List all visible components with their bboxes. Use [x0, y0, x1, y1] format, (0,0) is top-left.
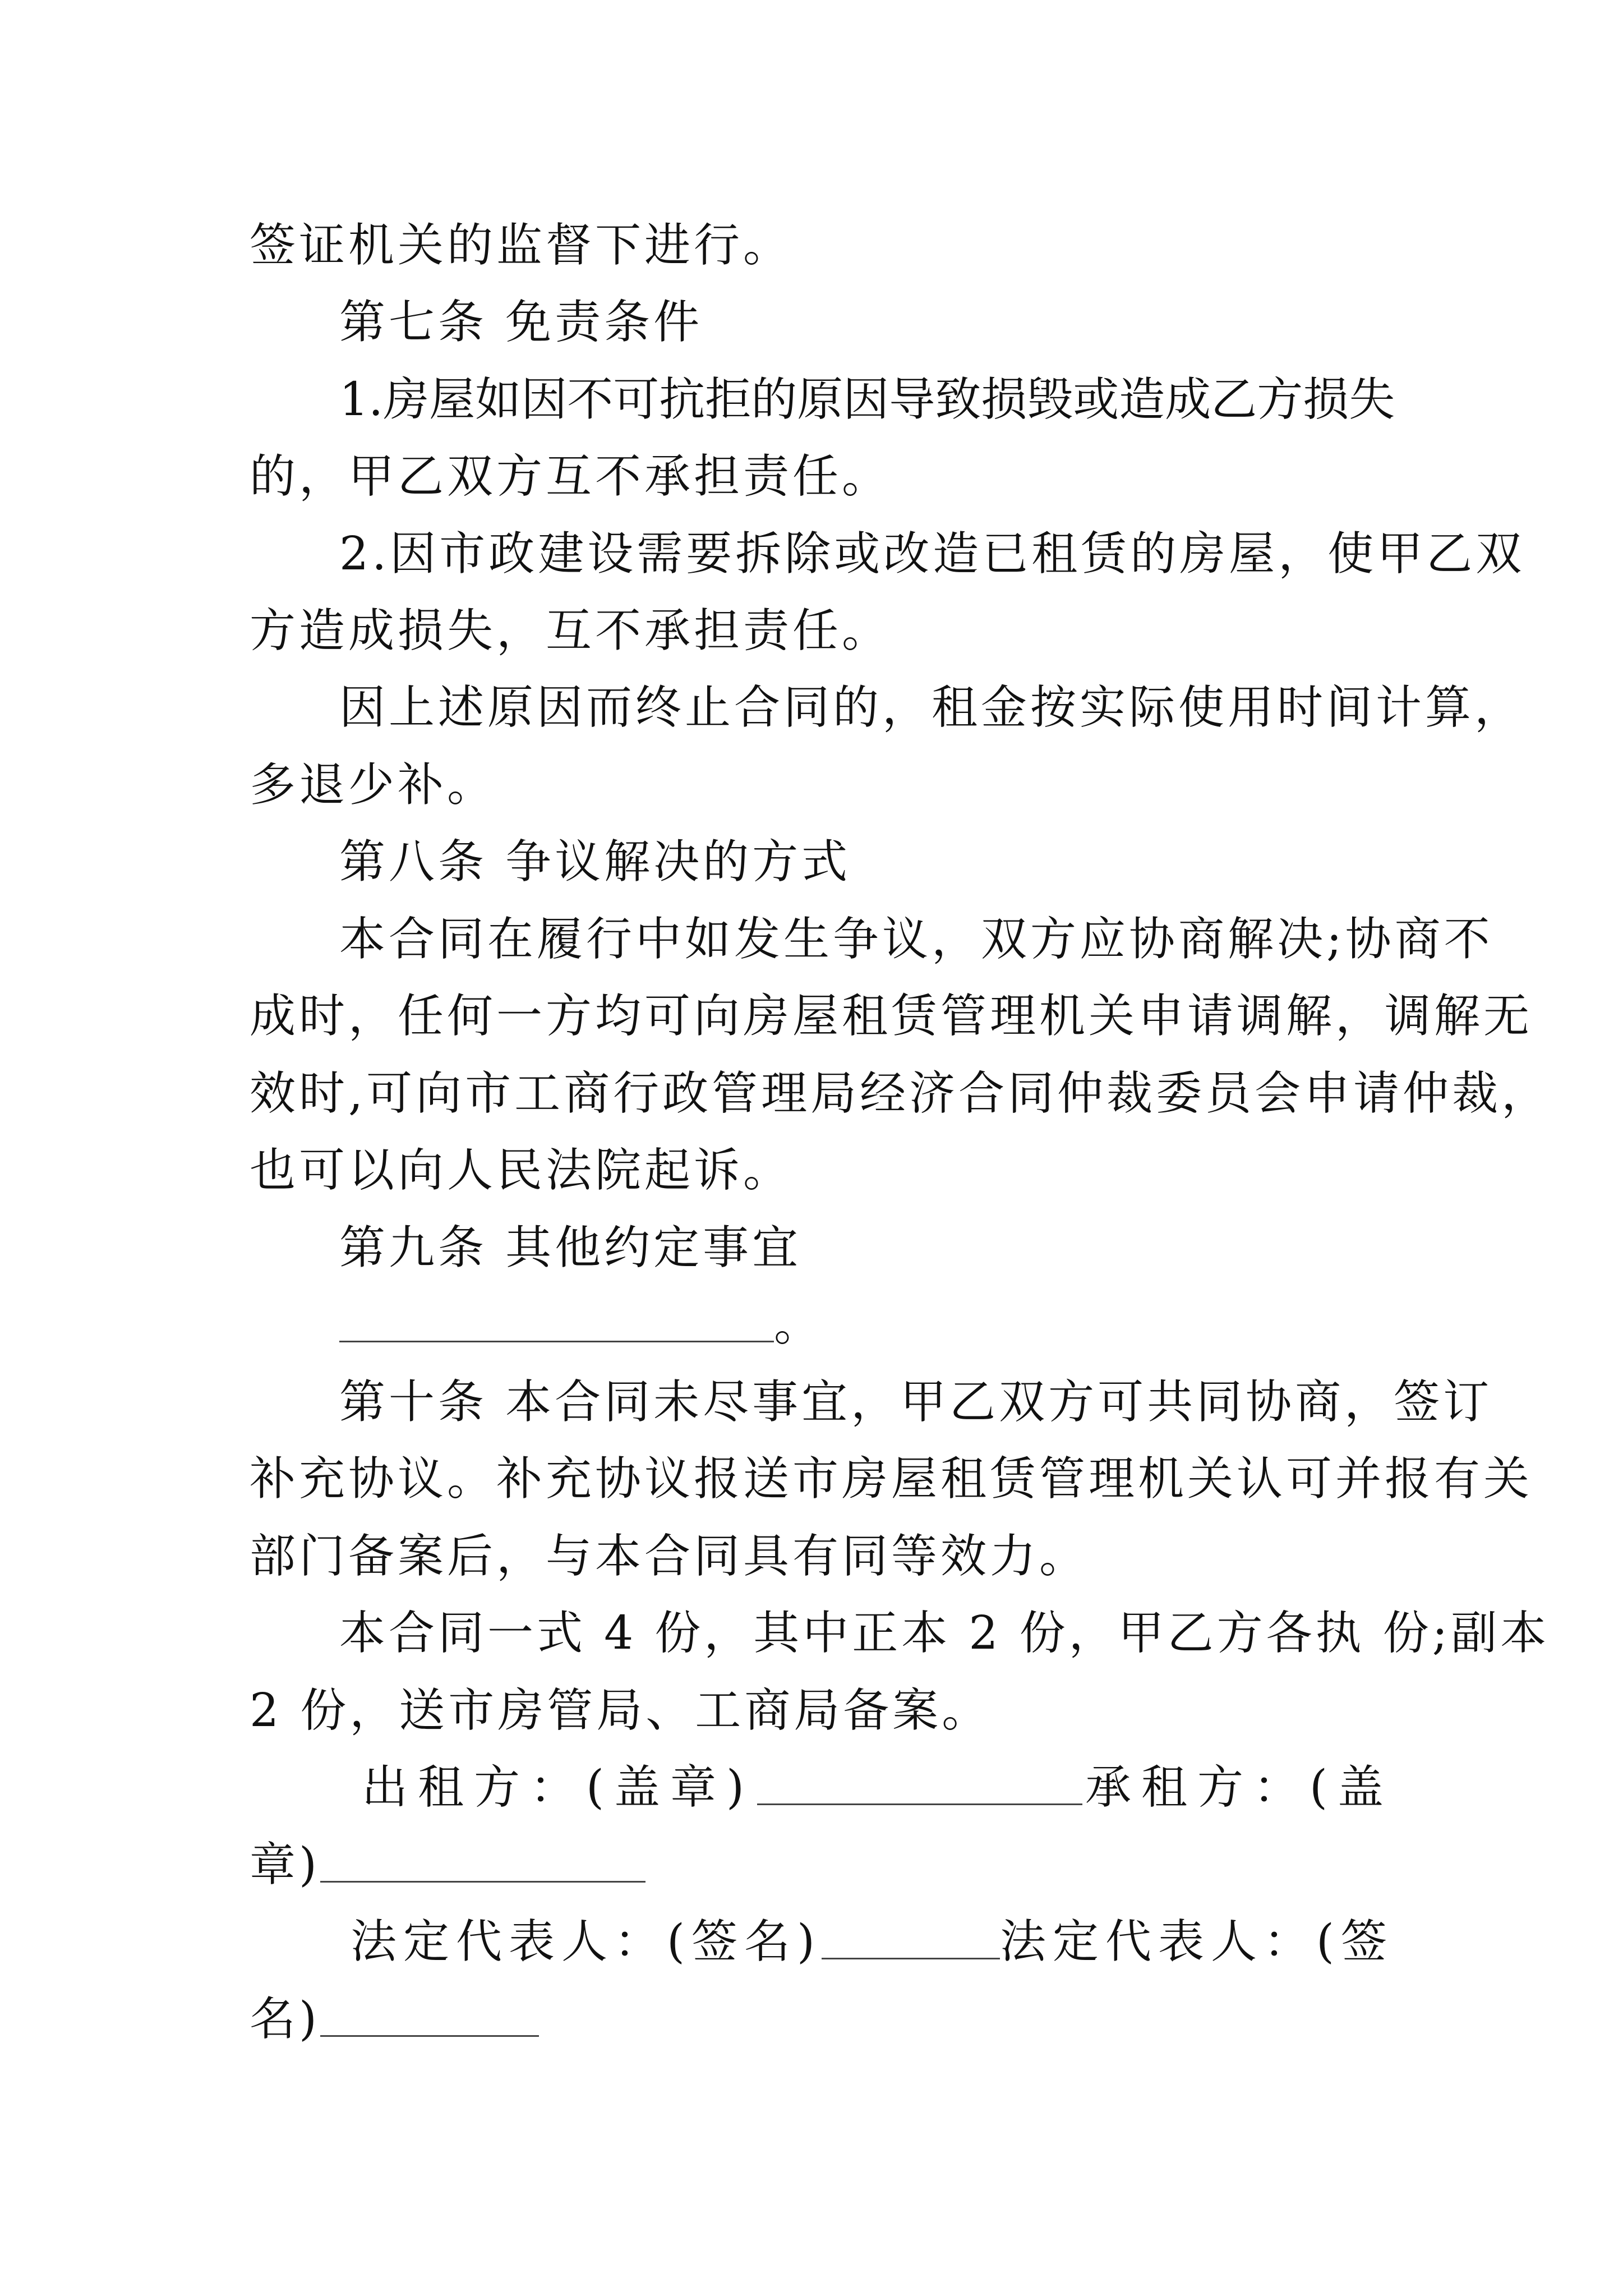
text-line: 签证机关的监督下进行。: [250, 219, 793, 272]
text-segment: 名): [250, 1993, 320, 2046]
lessee-seal-label: 承租方：(盖: [1085, 1761, 1394, 1814]
text-line: 成时，任何一方均可向房屋租赁管理机关申请调解，调解无: [250, 990, 1533, 1043]
signature-line-representative: [351, 1914, 1394, 1970]
text-segment: 章): [250, 1838, 320, 1892]
text-line: 因上述原因而终止合同的，租金按实际使用时间计算，: [339, 681, 1524, 734]
text-line: 2.因市政建设需要拆除或改造已租赁的房屋，使甲乙双: [339, 527, 1525, 581]
signature-line-seal: [362, 1760, 1394, 1816]
lessee-representative-label: 法定代表人：(签: [1000, 1915, 1394, 1968]
text-line: 2 份，送市房管局、工商局备案。: [250, 1684, 992, 1737]
blank-underline: [822, 1914, 1000, 1959]
text-line: 效时,可向市工商行政管理局经济合同仲裁委员会申请仲裁，: [250, 1067, 1551, 1120]
text-line: 本合同在履行中如发生争议，双方应协商解决;协商不: [339, 913, 1493, 966]
text-segment: 1.房屋如因不可抗拒的原因导致损毁或造成乙方损失: [339, 373, 1395, 426]
text-line: [339, 372, 1394, 428]
text-line: 方造成损失，互不承担责任。: [250, 604, 892, 657]
signature-line-cont: [250, 1991, 1394, 2047]
signature-line-cont: [250, 1837, 1394, 1893]
text-line: 本合同一式 4 份，其中正本 2 份，甲乙方各执 份;副本: [339, 1607, 1550, 1660]
blank-underline: [320, 1837, 645, 1883]
text-line: 多退少补。: [250, 758, 497, 812]
blank-underline: [339, 1297, 774, 1342]
lessor-seal-label: 出租方：(盖章): [362, 1761, 754, 1814]
article-8-heading: 第八条 争议解决的方式: [339, 835, 851, 889]
text-line: 部门备案后，与本合同具有同等效力。: [250, 1530, 1089, 1583]
lessor-representative-label: 法定代表人：(签名): [351, 1915, 822, 1968]
article-10-heading: 第十条 本合同未尽事宜，甲乙双方可共同协商，签订: [339, 1375, 1493, 1429]
text-line: 的，甲乙双方互不承担责任。: [250, 450, 892, 503]
article-7-heading: 第七条 免责条件: [339, 296, 703, 349]
text-segment: 。: [774, 1298, 824, 1351]
text-line: 也可以向人民法院起诉。: [250, 1144, 793, 1197]
text-line: 补充协议。补充协议报送市房屋租赁管理机关认可并报有关: [250, 1452, 1533, 1506]
fill-in-line: [339, 1297, 1394, 1353]
blank-underline: [757, 1760, 1082, 1805]
article-9-heading: 第九条 其他约定事宜: [339, 1221, 802, 1274]
blank-underline: [320, 1991, 539, 2037]
